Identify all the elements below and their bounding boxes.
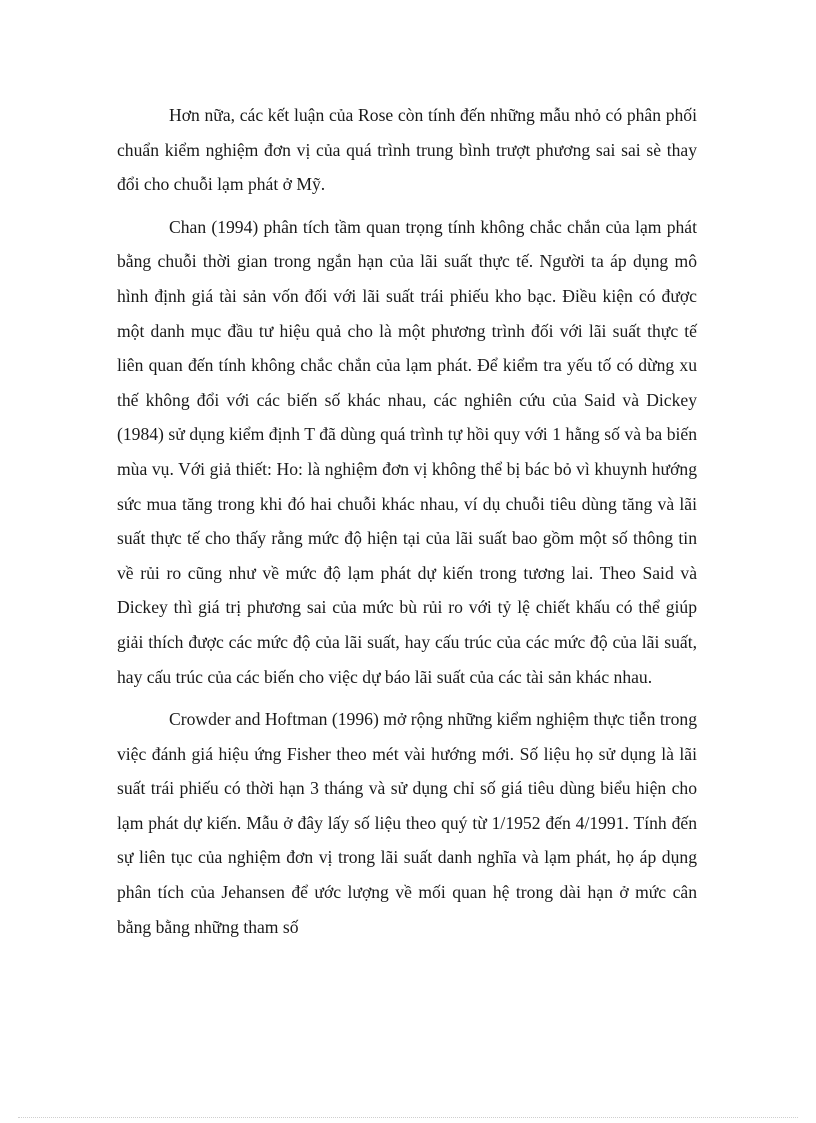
paragraph-crowder-hoftman-1996: Crowder and Hoftman (1996) mở rộng những kiểm nghiệm thực tiễn trong việc đánh giá hiệu ứng Fisher theo mét vài hướng mới. Số liệu họ sử dụng là lãi suất trái phiếu có thời hạn 3 tháng và sử dụng chỉ số giá tiêu dùng biểu hiện cho lạm phát dự kiến. Mẫu ở đây lấy số liệu theo quý từ 1/1952 đến 4/1991. Tính đến sự liên tục của nghiệm đơn vị trong lãi suất danh nghĩa và lạm phát, họ áp dụng phân tích của Jehansen để ước lượng về mối quan hệ trong dài hạn ở mức cân bằng bằng những tham số [117, 709, 697, 937]
paragraph-chan-1994: Chan (1994) phân tích tầm quan trọng tính không chắc chắn của lạm phát bằng chuỗi thời gian trong ngắn hạn của lãi suất thực tế. Người ta áp dụng mô hình định giá tài sản vốn đối với lãi suất trái phiếu kho bạc. Điều kiện có được một danh mục đầu tư hiệu quả cho là một phương trình đối với lãi suất thực tế liên quan đến tính không chắc chắn của lạm phát. Để kiểm tra yếu tố có dừng xu thế không đổi với các biến số khác nhau, các nghiên cứu của Said và Dickey (1984) sử dụng kiểm định T đã dùng quá trình tự hồi quy với 1 hằng số và ba biến mùa vụ. Với giả thiết: Ho: là nghiệm đơn vị không thể bị bác bỏ vì khuynh hướng sức mua tăng trong khi đó hai chuỗi khác nhau, ví dụ chuỗi tiêu dùng tăng và lãi suất thực tế cho thấy rằng mức độ hiện tại của lãi suất bao gồm một số thông tin về rủi ro cũng như về mức độ lạm phát dự kiến trong tương lai. Theo Said và Dickey thì giá trị phương sai của mức bù rủi ro với tỷ lệ chiết khấu có thể giúp giải thích được các mức độ của lãi suất, hay cấu trúc của các mức độ của lãi suất, hay cấu trúc của các biến cho việc dự báo lãi suất của các tài sản khác nhau. [117, 216, 697, 687]
body-text [117, 98, 697, 952]
page-bottom-divider [18, 1117, 798, 1118]
paragraph-rose-conclusions: Hơn nữa, các kết luận của Rose còn tính đến những mẫu nhỏ có phân phối chuẩn kiểm nghiệm đơn vị của quá trình trung bình trượt phương sai sai sè thay đổi cho chuỗi lạm phát ở Mỹ. [117, 105, 697, 195]
